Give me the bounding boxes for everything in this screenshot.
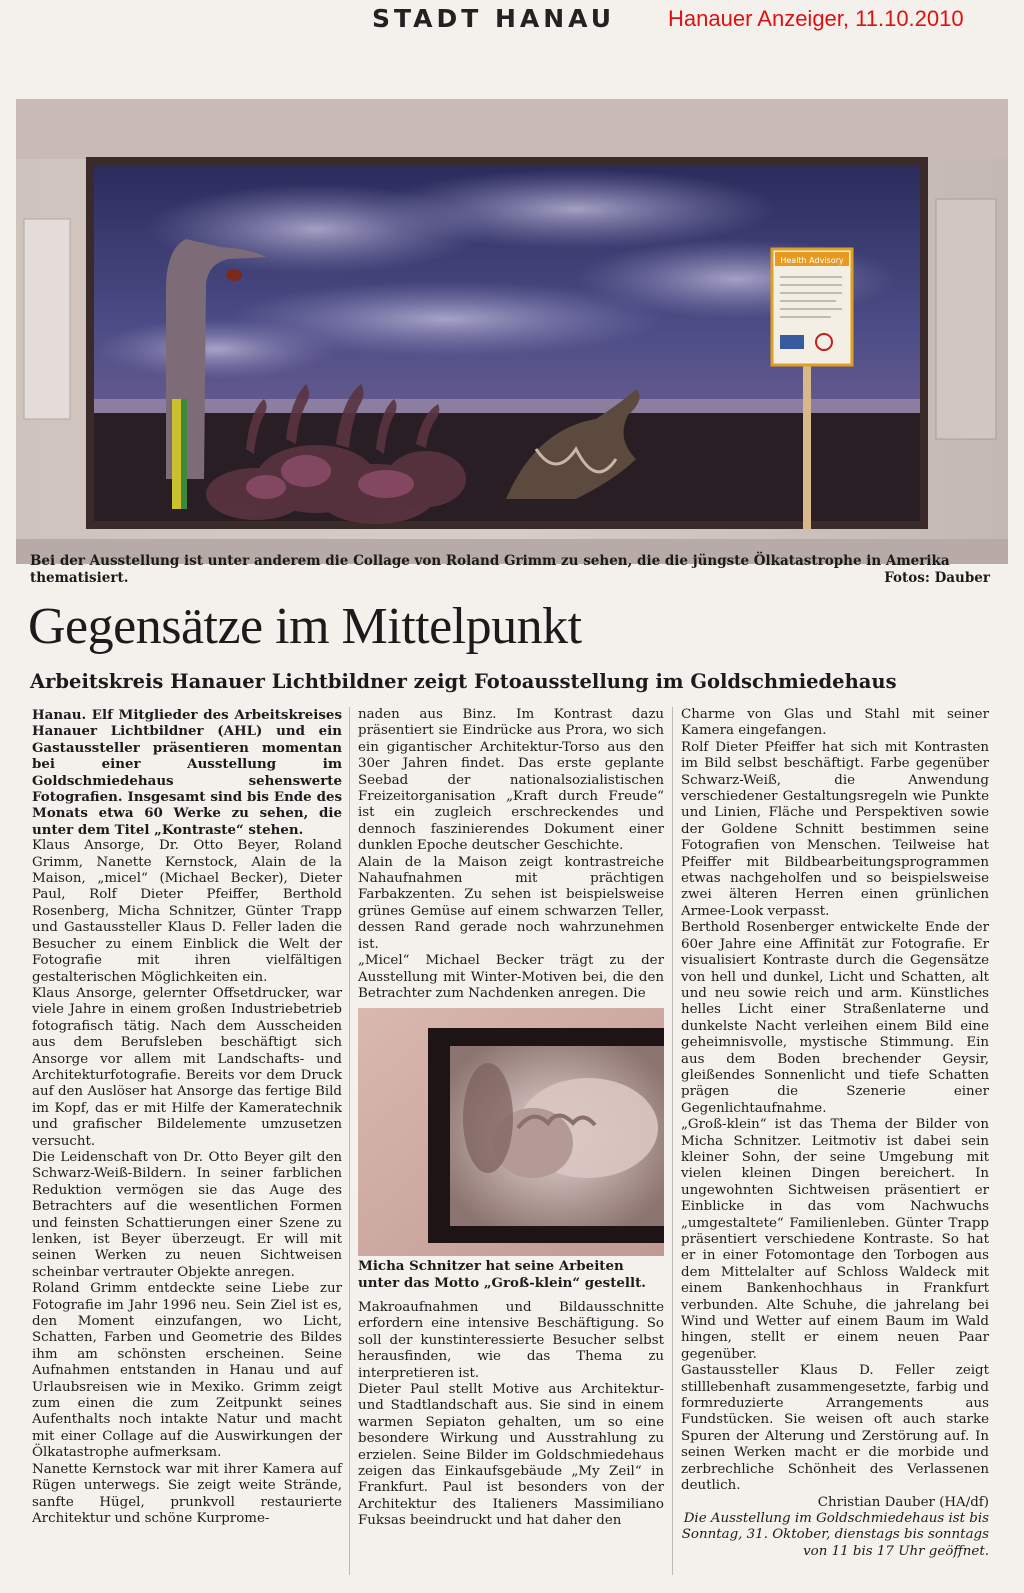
paragraph: Dieter Paul stellt Motive aus Architektur- und Stadtlandschaft aus. Sie sind in einem warmen Sepiaton gehalten, um so eine besondere Wirkung und Ausstrahlung zu erzielen. Seine Bilder im Goldschmiedehaus zeigen das Einkaufsgebäude „My Zeil“ in Frankfurt. Paul ist besonders von der Architektur des Italieners Massimiliano Fuksas beeindruckt und hat daher den [358,1382,664,1529]
photo-caption [30,553,990,587]
paragraph: Gastaussteller Klaus D. Feller zeigt stilllebenhaft zusammengesetzte, farbig und formreduzierte Arrangements aus Fundstücken. Sie weisen oft auch starke Spuren der Alterung und Zerstörung auf. In seinen Werken macht er die morbide und zerbrechliche Schönheit des Verlassenen deutlich. [681,1363,989,1494]
source-label: Hanauer Anzeiger, 11.10.2010 [668,6,964,31]
headline: Gegensätze im Mittelpunkt [28,598,582,655]
author-signature: Christian Dauber (HA/df) [817,1494,989,1510]
page-header [0,0,1024,46]
photo-caption-text: Bei der Ausstellung ist unter anderem die Collage von Roland Grimm zu sehen, die die jüngste Ölkatastrophe in Amerika thematisiert. [30,553,950,586]
article-column-2-continued [358,1300,664,1530]
paragraph: naden aus Binz. Im Kontrast dazu präsentiert sie Eindrücke aus Prora, wo sich ein gigantischer Architektur-Torso aus den 30er Jahren findet. Das erste geplante Seebad der nationalsozialistischen Freizeitorganisation „Kraft durch Freude“ ist ein zugleich erschreckendes und dennoch faszinierendes Dokument einer dunklen Epoche deutscher Geschichte. [358,707,664,854]
subheadline: Arbeitskreis Hanauer Lichtbildner zeigt Fotoausstellung im Goldschmiedehaus [30,670,897,693]
article-column-1 [32,707,342,1527]
secondary-photo-caption: Micha Schnitzer hat seine Arbeiten unter das Motto „Groß-klein“ gestellt. [358,1258,646,1291]
sign-title: Health Advisory [780,256,844,265]
paragraph: Rolf Dieter Pfeiffer hat sich mit Kontrasten im Bild selbst beschäftigt. Farbe gegenüber Schwarz-Weiß, die Anwendung verschiedener Gestaltungsregeln wie Punkte und Linien, Fläche und Perspektiven sowie der Goldene Schnitt bestimmen seine Fotografien von Menschen. Teilweise hat Pfeiffer mit Bildbearbeitungsprogrammen etwas nachgeholfen und so beispielsweise zwei älteren Herren einen grünlichen Armee-Look verpasst. [681,739,989,919]
column-rule [672,707,673,1575]
paragraph: Klaus Ansorge, gelernter Offsetdrucker, war viele Jahre in einem großen Industriebetrieb fotografisch tätig. Nach dem Ausscheiden aus dem Berufsleben beschäftigt sich Ansorge vor allem mit Landschafts- und Architekturfotografie. Bereits vor dem Druck auf den Auslöser hat Ansorge das fertige Bild im Kopf, das er mit Hilfe der Kameratechnik und grafischer Bildelemente umzusetzen versucht. [32,985,342,1149]
paragraph: Roland Grimm entdeckte seine Liebe zur Fotografie im Jahr 1996 neu. Sein Ziel ist es, den Moment einzufangen, wo Licht, Schatten, Farben und Geometrie des Bildes ihm am schönsten erscheinen. Seine Aufnahmen entstanden in Hanau und auf Urlaubsreisen wie in Mexiko. Grimm zeigt zum einen die zum Zeitpunkt seines Aufenthalts noch intakte Natur und macht mit einer Collage auf die Auswirkungen der Ölkatastrophe aufmerksam. [32,1281,342,1461]
photo-credit: Fotos: Dauber [884,570,990,586]
paragraph: Klaus Ansorge, Dr. Otto Beyer, Roland Grimm, Nanette Kernstock, Alain de la Maison, „micel“ (Michael Becker), Dieter Paul, Rolf Dieter Pfeiffer, Berthold Rosenberg, Micha Schnitzer, Günter Trapp und Gastaussteller Klaus D. Feller laden die Besucher zu einem Einblick die Welt der Fotografie mit ihren vielfältigen gestalterischen Möglichkeiten ein. [32,838,342,985]
lead-paragraph: Hanau. Elf Mitglieder des Arbeitskreises Hanauer Lichtbildner (AHL) und ein Gastaussteller präsentieren momentan bei einer Ausstellung im Goldschmiedehaus sehenswerte Fotografien. Insgesamt sind bis Ende des Monats etwa 60 Werke zu sehen, die unter dem Titel „Kontraste“ stehen. [32,707,342,838]
paragraph: Alain de la Maison zeigt kontrastreiche Nahaufnahmen mit prächtigen Farbakzenten. Zu sehen ist beispielsweise grünes Gemüse auf einem schwarzen Teller, dessen Rand gerade noch wahrzunehmen ist. [358,854,664,952]
paragraph: Nanette Kernstock war mit ihrer Kamera auf Rügen unterwegs. Sie zeigt weite Strände, sanfte Hügel, prunkvoll restaurierte Architektur und schöne Kurprome- [32,1461,342,1526]
exhibition-info: Die Ausstellung im Goldschmiedehaus ist bis Sonntag, 31. Oktober, dienstags bis sonntags von 11 bis 17 Uhr geöffnet. [681,1510,989,1559]
article-column-2 [358,707,664,1002]
paragraph: Berthold Rosenberger entwickelte Ende der 60er Jahre eine Affinität zur Fotografie. Er visualisiert Kontraste durch die Gegensätze von hell und dunkel, Licht und Schatten, alt und neu sowie reich und arm. Künstliches helles Licht einer Straßenlaterne und dunkelste Nacht verleihen einem Bild eine geheimnisvolle, mystische Stimmung. Ein aus dem Boden brechender Geysir, gleißendes Sonnenlicht und tiefe Schatten prägen die Szenerie einer Gegenlichtaufnahme. [681,920,989,1116]
paragraph: „Micel“ Michael Becker trägt zu der Ausstellung mit Winter-Motiven bei, die den Betrachter zum Nachdenken anregen. Die [358,953,664,1001]
secondary-photo [358,1008,664,1256]
paragraph: Charme von Glas und Stahl mit seiner Kamera eingefangen. [681,707,989,739]
section-title: STADT HANAU [372,4,616,33]
paragraph: „Groß-klein“ ist das Thema der Bilder von Micha Schnitzer. Leitmotiv ist dabei sein kleiner Sohn, der seine Umgebung mit vielen kleinen Dingen bereichert. In ungewohnten Sichtweisen präsentiert er Einblicke in das vom Nachwuchs „umgestaltete“ Familienleben. Günter Trapp präsentiert verschiedene Kontraste. So hat er in einer Fotomontage den Torbogen aus dem Mittelalter auf Schloss Waldeck mit einem Bankenhochhaus in Frankfurt verbunden. Alte Schuhe, die jahrelang bei Wind und Wetter auf einem Baum im Wald hingen, stellt er einem neuen Paar gegenüber. [681,1117,989,1362]
column-rule [349,707,350,1575]
article-column-3 [681,707,989,1560]
paragraph: Makroaufnahmen und Bildausschnitte erfordern eine intensive Beschäftigung. So soll der kunstinteressierte Besucher selbst herausfinden, wie das Thema zu interpretieren ist. [358,1300,664,1381]
main-photo [16,99,1008,564]
paragraph: Die Leidenschaft von Dr. Otto Beyer gilt den Schwarz-Weiß-Bildern. In seiner farblichen Reduktion vermögen sie das Auge des Betrachters auf die wesentlichen Formen und feinsten Schattierungen einer Szene zu lenken, ist Beyer überzeugt. Er will mit seinen Werken zu neuen Sichtweisen scheinbar vertrauter Objekte anregen. [32,1149,342,1280]
